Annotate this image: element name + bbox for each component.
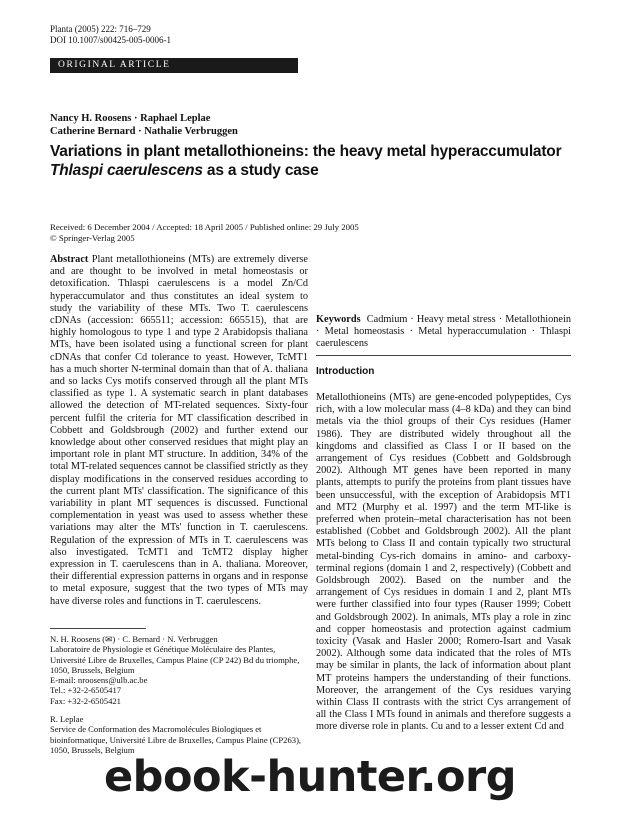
introduction-body [316, 392, 571, 734]
watermark: ebook-hunter.org [104, 752, 516, 802]
author-line-2: Catherine Bernard · Nathalie Verbruggen [50, 126, 238, 137]
abstract-text: Plant metallothioneins (MTs) are extremely diverse and are thought to be involved in metal homeostasis or detoxification. Thlaspi caerulescens is a model Zn/Cd hyperaccumulator and thus constitutes an ideal system to study the variability of these MTs. Two T. caerulescens cDNAs (accession: 665511; accession: 665515), that are highly homologous to type 1 and type 2 Arabidopsis thaliana MTs, have been isolated using a functional screen for plant cDNAs that confer Cd tolerance to yeast. However, TcMT1 has a much shorter N-terminal domain than that of A. thaliana and so lacks Cys motifs conserved through all the plant MTs classified as type 1. A systematic search in plant databases allowed the detection of MT-related sequences. Sixty-four percent fulfil the criteria for MT classification described in Cobbett and Goldsbrough (2002) and further extend our knowledge about other conserved residues that might play an important role in plant MT structure. In addition, 34% of the total MT-related sequences cannot be classified strictly as they display modifications in the conserved residues according to the current plant MTs' classification. The significance of this variability in plant MT sequences is discussed. Functional complementation in yeast was used to assess whether these variations may alter the MTs' function in T. caerulescens. Regulation of the expression of MTs in T. caerulescens was also investigated. TcMT1 and TcMT2 display higher expression in T. caerulescens than in A. thaliana. Moreover, their differential expression patterns in organs and in response to metal exposure, suggest that the two types of MTs may have diverse roles and functions in T. caerulescens. [50, 254, 308, 607]
title-line-1: Variations in plant metallothioneins: the heavy metal hyperaccumulator [50, 143, 562, 160]
journal-citation: Planta (2005) 222: 716–729 [50, 24, 151, 34]
title-line-2 [50, 161, 580, 180]
second-author-affiliation: Service de Conformation des Macromolécules Biologiques et bioinformatique, Université Libre de Bruxelles, Campus Plaine (CP263), 1050, Brussels, Belgium [50, 724, 302, 755]
fax: Fax: +32-2-6505421 [50, 695, 121, 706]
title-species: Thlaspi caerulescens [50, 162, 203, 179]
corresponding-authors: N. H. Roosens (✉) · C. Bernard · N. Verbruggen [50, 634, 218, 644]
abstract [50, 254, 308, 608]
author-line-1: Nancy H. Roosens · Raphael Leplae [50, 113, 211, 124]
copyright: © Springer-Verlag 2005 [50, 233, 135, 243]
dates-line: Received: 6 December 2004 / Accepted: 18 April 2005 / Published online: 29 July 2005 [50, 222, 359, 232]
footnote-divider [50, 628, 146, 629]
article-title [50, 142, 580, 180]
doi: DOI 10.1007/s00425-005-0006-1 [50, 35, 171, 45]
section-divider [316, 355, 571, 356]
introduction-text: Metallothioneins (MTs) are gene-encoded polypeptides, Cys rich, with a low molecular mass (4–8 kDa) and they can bind metals via the thiol groups of their Cys residues (Hamer 1986). They are distributed widely throughout all the kingdoms and classified as Class I or II based on the arrangement of Cys residues (Cobbett and Goldsbrough 2002). Although MT genes have been reported in many plants, attempts to purify the proteins from plant tissues have been unsuccessful, with the exception of Arabidopsis MT1 and MT2 (Murphy et al. 1997) and the term MT-like is preferred when protein–metal characterisation has not been established (Cobbet and Goldsbrough 2002). All the plant MTs belong to Class II and contain typically two structural metal-binding Cys-rich domains in amino- and carboxy-terminal regions (domain 1 and 2, respectively) (Cobbett and Goldsbrough 2002). Based on the number and the arrangement of Cys residues in domain 1 and 2, plant MTs were further classified into four types (Rauser 1999; Cobett and Goldsbrough 2002). In animals, MTs play a role in zinc and copper homeostasis and protection against cadmium toxicity (Vasak and Hasler 2000; Romero-Isart and Vasak 2002). Although some data indicated that the roles of MTs may be similar in plants, the lack of information about plant MT proteins hampers the understanding of their functions. Moreover, the arrangement of the Cys residues varying within Class II contrasts with the strict Cys arrangement of all the Class I MTs found in animals and therefore suggests a more diverse role in plants. Cu and to a lesser extent Cd and [316, 392, 571, 733]
title-line-2-rest: as a study case [202, 162, 319, 179]
telephone: Tel.: +32-2-6505417 [50, 685, 122, 696]
abstract-label: Abstract [50, 254, 89, 265]
introduction-heading: Introduction [316, 366, 375, 377]
second-author-name: R. Leplae [50, 714, 84, 725]
keywords [316, 314, 571, 351]
keywords-text: Cadmium · Heavy metal stress · Metallothionein · Metal homeostasis · Metal hyperaccumulation · Thlaspi caerulescens [316, 314, 571, 350]
journal-meta [50, 24, 171, 46]
keywords-label: Keywords [316, 314, 361, 325]
correspondence-footnote [50, 634, 308, 755]
publication-dates [50, 222, 359, 244]
author-list [50, 112, 238, 138]
email: E-mail: nroosens@ulb.ac.be [50, 675, 148, 686]
corresponding-affiliation: Laboratoire de Physiologie et Génétique Moléculaire des Plantes, Université Libre de Bruxelles, Campus Plaine (CP 242) Bd du triomphe, 1050, Brussels, Belgium [50, 644, 300, 675]
article-type-banner: ORIGINAL ARTICLE [50, 58, 298, 73]
